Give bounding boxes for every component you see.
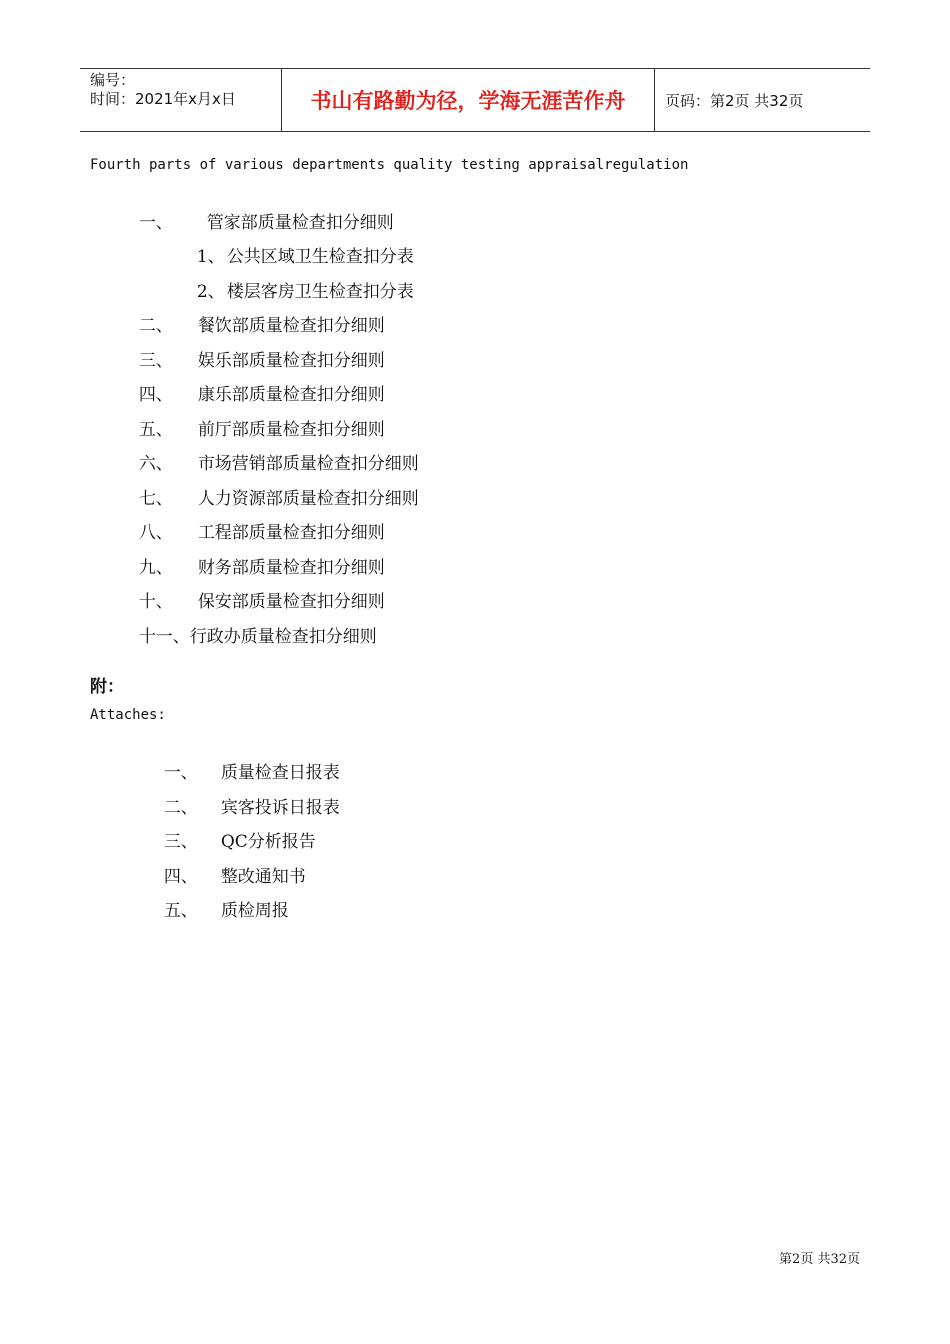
contents-number: 十一、 bbox=[138, 627, 190, 647]
contents-number: 六、 bbox=[138, 454, 173, 474]
header-motto: 书山有路勤为径，学海无涯苦作舟 bbox=[282, 69, 655, 131]
document-time-label: 时间：2021年x月x日 bbox=[90, 90, 236, 108]
contents-number: 七、 bbox=[138, 489, 173, 509]
contents-text: 娱乐部质量检查扣分细则 bbox=[197, 351, 385, 371]
attachment-item bbox=[153, 876, 289, 921]
contents-text: 财务部质量检查扣分细则 bbox=[197, 558, 385, 578]
document-number-label: 编号： bbox=[90, 71, 136, 89]
attachment-text: 质检周报 bbox=[220, 901, 289, 921]
contents-number: 二、 bbox=[138, 316, 173, 336]
contents-number: 三、 bbox=[138, 351, 173, 371]
contents-number: 2、 bbox=[196, 282, 225, 302]
contents-text: 康乐部质量检查扣分细则 bbox=[197, 385, 385, 405]
appendix-label: 附： bbox=[90, 677, 124, 697]
header-page-label: 页码：第2页 共32页 bbox=[665, 91, 804, 110]
contents-text: 行政办质量检查扣分细则 bbox=[189, 627, 377, 647]
attachment-text: QC分析报告 bbox=[220, 832, 316, 852]
attachment-number: 一、 bbox=[163, 763, 198, 783]
attachment-text: 质量检查日报表 bbox=[220, 763, 340, 783]
contents-text: 公共区域卫生检查扣分表 bbox=[226, 247, 414, 267]
contents-text: 工程部质量检查扣分细则 bbox=[197, 523, 385, 543]
attachment-number: 三、 bbox=[163, 832, 198, 852]
contents-text: 餐饮部质量检查扣分细则 bbox=[197, 316, 385, 336]
contents-item bbox=[128, 602, 377, 647]
attachment-number: 四、 bbox=[163, 867, 198, 887]
attachment-number: 五、 bbox=[163, 901, 198, 921]
page-header bbox=[80, 68, 870, 132]
contents-text: 市场营销部质量检查扣分细则 bbox=[197, 454, 419, 474]
contents-text: 人力资源部质量检查扣分细则 bbox=[197, 489, 419, 509]
header-meta bbox=[80, 69, 282, 131]
contents-number: 1、 bbox=[196, 247, 225, 267]
contents-text: 楼层客房卫生检查扣分表 bbox=[226, 282, 414, 302]
contents-number: 九、 bbox=[138, 558, 173, 578]
contents-number: 五、 bbox=[138, 420, 173, 440]
attaches-label: Attaches: bbox=[90, 707, 166, 723]
attachment-text: 宾客投诉日报表 bbox=[220, 798, 340, 818]
contents-number: 一、 bbox=[138, 213, 173, 233]
contents-text: 管家部质量检查扣分细则 bbox=[206, 213, 394, 233]
contents-number: 十、 bbox=[138, 592, 173, 612]
attachment-text: 整改通知书 bbox=[220, 867, 306, 887]
section-title-english: Fourth parts of various departments quality testing appraisalregulation bbox=[90, 157, 689, 173]
page-footer: 第2页 共32页 bbox=[779, 1252, 860, 1267]
attachment-number: 二、 bbox=[163, 798, 198, 818]
contents-text: 前厅部质量检查扣分细则 bbox=[197, 420, 385, 440]
contents-number: 八、 bbox=[138, 523, 173, 543]
contents-text: 保安部质量检查扣分细则 bbox=[197, 592, 385, 612]
contents-number: 四、 bbox=[138, 385, 173, 405]
